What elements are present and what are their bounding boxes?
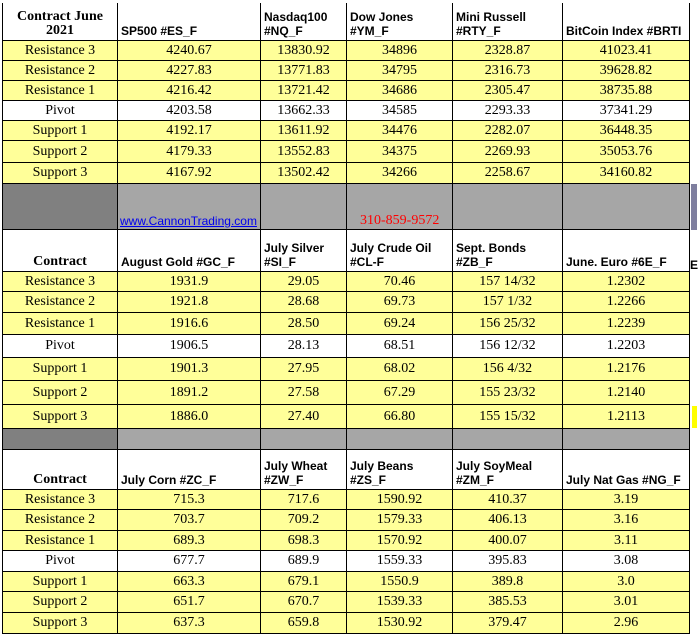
- value-cell: 2328.87: [453, 41, 563, 61]
- column-header: August Gold #GC_F: [118, 230, 261, 272]
- value-cell: 663.3: [118, 572, 261, 592]
- value-cell: 69.24: [347, 313, 453, 335]
- value-cell: 698.3: [261, 531, 347, 551]
- value-cell: 1530.92: [347, 613, 453, 634]
- value-cell: 1916.6: [118, 313, 261, 335]
- column-header: July SoyMeal #ZM_F: [453, 450, 563, 490]
- value-cell: 4216.42: [118, 81, 261, 101]
- row-label: Resistance 2: [2, 61, 118, 81]
- column-header: Mini Russell #RTY_F: [453, 3, 563, 41]
- row-label: Support 1: [2, 121, 118, 141]
- value-cell: 13721.42: [261, 81, 347, 101]
- value-cell: 709.2: [261, 510, 347, 531]
- banner-cell: [453, 184, 563, 230]
- row-label: Support 1: [2, 572, 118, 592]
- value-cell: 13771.83: [261, 61, 347, 81]
- value-cell: 13611.92: [261, 121, 347, 141]
- value-cell: 27.95: [261, 358, 347, 381]
- row-label: Resistance 1: [2, 313, 118, 335]
- value-cell: 389.8: [453, 572, 563, 592]
- value-cell: 2282.07: [453, 121, 563, 141]
- value-cell: 2258.67: [453, 163, 563, 184]
- value-cell: 1.2302: [563, 272, 690, 292]
- column-header: July Corn #ZC_F: [118, 450, 261, 490]
- value-cell: 4179.33: [118, 141, 261, 163]
- value-cell: 1.2239: [563, 313, 690, 335]
- value-cell: 34160.82: [563, 163, 690, 184]
- value-cell: 66.80: [347, 405, 453, 429]
- row-label: Support 2: [2, 381, 118, 405]
- separator-cell: [261, 429, 347, 450]
- value-cell: 651.7: [118, 592, 261, 613]
- value-cell: 679.1: [261, 572, 347, 592]
- row-label: Resistance 2: [2, 510, 118, 531]
- value-cell: 13662.33: [261, 101, 347, 121]
- separator-cell: [118, 429, 261, 450]
- column-header: Contract: [2, 230, 118, 272]
- value-cell: 1590.92: [347, 490, 453, 510]
- column-header: June. Euro #6E_F: [563, 230, 690, 272]
- column-header: Sept. Bonds #ZB_F: [453, 230, 563, 272]
- column-header: July Crude Oil #CL-F: [347, 230, 453, 272]
- value-cell: 29.05: [261, 272, 347, 292]
- column-header: Dow Jones #YM_F: [347, 3, 453, 41]
- value-cell: 1570.92: [347, 531, 453, 551]
- value-cell: 4227.83: [118, 61, 261, 81]
- value-cell: 395.83: [453, 551, 563, 572]
- banner-cell: [563, 184, 690, 230]
- value-cell: 2316.73: [453, 61, 563, 81]
- separator-cell: [347, 429, 453, 450]
- row-label: Support 3: [2, 613, 118, 634]
- row-label: Resistance 1: [2, 81, 118, 101]
- value-cell: 67.29: [347, 381, 453, 405]
- value-cell: 410.37: [453, 490, 563, 510]
- row-label: Support 1: [2, 358, 118, 381]
- value-cell: 385.53: [453, 592, 563, 613]
- value-cell: 1931.9: [118, 272, 261, 292]
- value-cell: 156 12/32: [453, 335, 563, 358]
- value-cell: 3.16: [563, 510, 690, 531]
- column-header: Contract: [2, 450, 118, 490]
- value-cell: 717.6: [261, 490, 347, 510]
- phone-number: 310-859-9572: [360, 213, 440, 228]
- column-header: Contract June 2021: [2, 3, 118, 41]
- value-cell: 1906.5: [118, 335, 261, 358]
- value-cell: 1559.33: [347, 551, 453, 572]
- value-cell: 157 1/32: [453, 292, 563, 313]
- value-cell: 3.11: [563, 531, 690, 551]
- value-cell: 1886.0: [118, 405, 261, 429]
- value-cell: 1921.8: [118, 292, 261, 313]
- row-label: Resistance 2: [2, 292, 118, 313]
- separator-cell: [453, 429, 563, 450]
- value-cell: 4240.67: [118, 41, 261, 61]
- value-cell: 2305.47: [453, 81, 563, 101]
- column-header: July Nat Gas #NG_F: [563, 450, 690, 490]
- column-header: July Wheat #ZW_F: [261, 450, 347, 490]
- value-cell: 1550.9: [347, 572, 453, 592]
- value-cell: 715.3: [118, 490, 261, 510]
- value-cell: 4167.92: [118, 163, 261, 184]
- row-label: Support 3: [2, 163, 118, 184]
- value-cell: 34896: [347, 41, 453, 61]
- edge-fill: [691, 184, 697, 230]
- value-cell: 1891.2: [118, 381, 261, 405]
- value-cell: 157 14/32: [453, 272, 563, 292]
- value-cell: 659.8: [261, 613, 347, 634]
- value-cell: 689.9: [261, 551, 347, 572]
- value-cell: 4203.58: [118, 101, 261, 121]
- cannon-trading-link[interactable]: www.CannonTrading.com: [120, 214, 257, 228]
- value-cell: 69.73: [347, 292, 453, 313]
- column-header: July Beans #ZS_F: [347, 450, 453, 490]
- value-cell: 13830.92: [261, 41, 347, 61]
- value-cell: 156 4/32: [453, 358, 563, 381]
- row-label: Support 2: [2, 592, 118, 613]
- value-cell: 4192.17: [118, 121, 261, 141]
- value-cell: 34266: [347, 163, 453, 184]
- value-cell: 68.51: [347, 335, 453, 358]
- value-cell: 37341.29: [563, 101, 690, 121]
- value-cell: 1.2203: [563, 335, 690, 358]
- value-cell: 1.2176: [563, 358, 690, 381]
- value-cell: 379.47: [453, 613, 563, 634]
- value-cell: 39628.82: [563, 61, 690, 81]
- row-label: Support 2: [2, 141, 118, 163]
- column-header: SP500 #ES_F: [118, 3, 261, 41]
- value-cell: 155 23/32: [453, 381, 563, 405]
- value-cell: 34795: [347, 61, 453, 81]
- value-cell: 13502.42: [261, 163, 347, 184]
- row-label: Resistance 3: [2, 41, 118, 61]
- banner-cell: [261, 184, 347, 230]
- value-cell: 13552.83: [261, 141, 347, 163]
- value-cell: 28.50: [261, 313, 347, 335]
- row-label: Pivot: [2, 335, 118, 358]
- value-cell: 406.13: [453, 510, 563, 531]
- value-cell: 38735.88: [563, 81, 690, 101]
- value-cell: 637.3: [118, 613, 261, 634]
- value-cell: 34585: [347, 101, 453, 121]
- row-label: Pivot: [2, 101, 118, 121]
- clipped-column-letter: E: [690, 258, 698, 272]
- value-cell: 2293.33: [453, 101, 563, 121]
- row-label: Resistance 3: [2, 490, 118, 510]
- value-cell: 1.2266: [563, 292, 690, 313]
- value-cell: 2269.93: [453, 141, 563, 163]
- value-cell: 155 15/32: [453, 405, 563, 429]
- clipped-yellow-cell: [692, 406, 697, 428]
- banner-cell: [2, 184, 118, 230]
- column-header: July Silver #SI_F: [261, 230, 347, 272]
- column-header: Nasdaq100 #NQ_F: [261, 3, 347, 41]
- value-cell: 28.68: [261, 292, 347, 313]
- value-cell: 34375: [347, 141, 453, 163]
- value-cell: 1.2140: [563, 381, 690, 405]
- separator-cell: [563, 429, 690, 450]
- value-cell: 27.40: [261, 405, 347, 429]
- column-header: BitCoin Index #BRTI: [563, 3, 690, 41]
- value-cell: 677.7: [118, 551, 261, 572]
- value-cell: 3.19: [563, 490, 690, 510]
- value-cell: 703.7: [118, 510, 261, 531]
- row-label: Resistance 3: [2, 272, 118, 292]
- value-cell: 70.46: [347, 272, 453, 292]
- value-cell: 3.0: [563, 572, 690, 592]
- value-cell: 28.13: [261, 335, 347, 358]
- value-cell: 68.02: [347, 358, 453, 381]
- value-cell: 1579.33: [347, 510, 453, 531]
- row-label: Support 3: [2, 405, 118, 429]
- value-cell: 35053.76: [563, 141, 690, 163]
- value-cell: 36448.35: [563, 121, 690, 141]
- value-cell: 1901.3: [118, 358, 261, 381]
- value-cell: 1.2113: [563, 405, 690, 429]
- value-cell: 670.7: [261, 592, 347, 613]
- value-cell: 41023.41: [563, 41, 690, 61]
- value-cell: 2.96: [563, 613, 690, 634]
- row-label: Resistance 1: [2, 531, 118, 551]
- row-label: Pivot: [2, 551, 118, 572]
- value-cell: 27.58: [261, 381, 347, 405]
- value-cell: 689.3: [118, 531, 261, 551]
- value-cell: 400.07: [453, 531, 563, 551]
- value-cell: 3.01: [563, 592, 690, 613]
- value-cell: 3.08: [563, 551, 690, 572]
- value-cell: 34686: [347, 81, 453, 101]
- value-cell: 34476: [347, 121, 453, 141]
- value-cell: 156 25/32: [453, 313, 563, 335]
- value-cell: 1539.33: [347, 592, 453, 613]
- separator-cell: [2, 429, 118, 450]
